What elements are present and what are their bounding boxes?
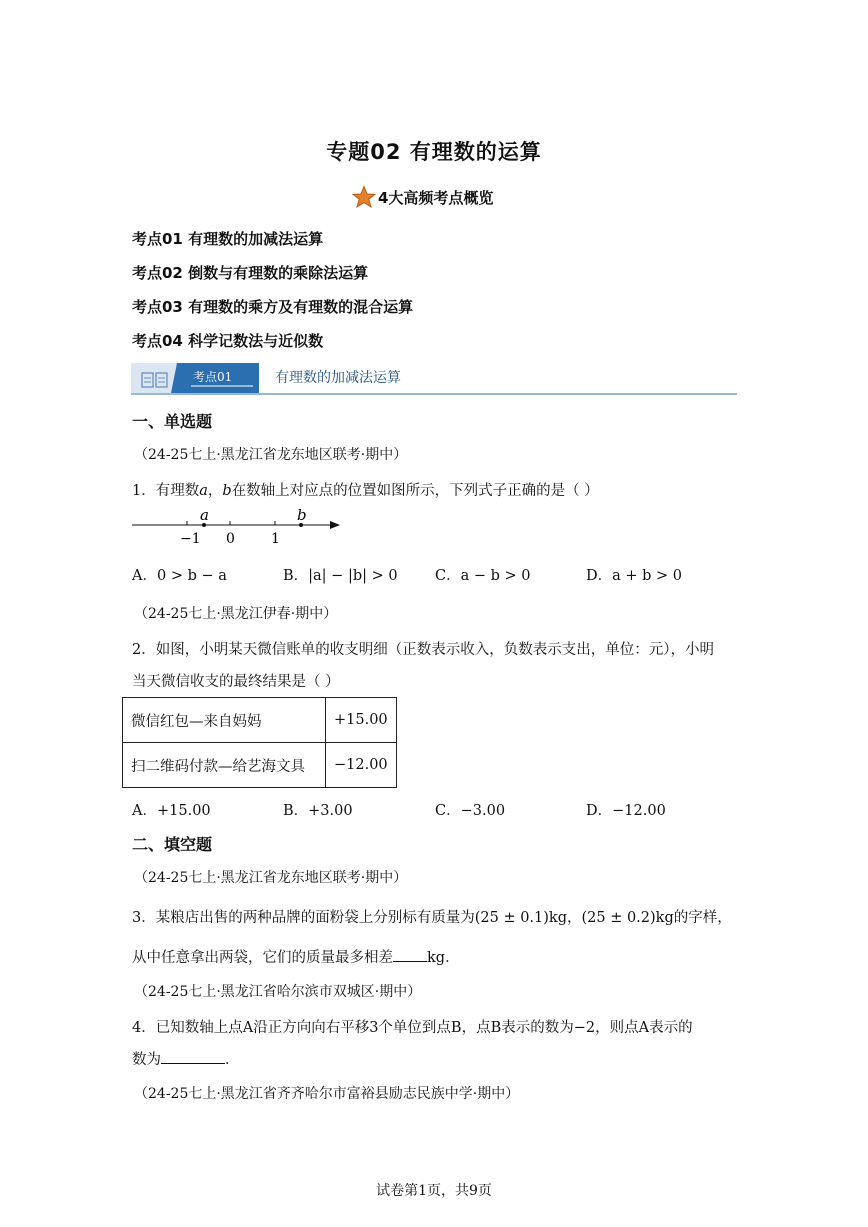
- q4-source: （24-25七上·黑龙江省哈尔滨市双城区·期中）: [134, 984, 422, 1000]
- table-row: [123, 698, 397, 743]
- point-b-label: b: [297, 506, 307, 524]
- q1-source: （24-25七上·黑龙江省龙东地区联考·期中）: [134, 447, 408, 463]
- q1-option-a[interactable]: A．0 > b − a: [132, 568, 227, 584]
- topic-banner: [131, 361, 737, 395]
- q3-source: （24-25七上·黑龙江省龙东地区联考·期中）: [134, 870, 408, 886]
- banner-title: 有理数的加减法运算: [275, 370, 401, 386]
- point-a-label: a: [200, 506, 209, 524]
- q1-stem: 1．有理数a，b在数轴上对应点的位置如图所示，下列式子正确的是（ ）: [132, 483, 599, 499]
- q2-stem-line1: 2．如图，小明某天微信账单的收支明细（正数表示收入，负数表示支出，单位：元），小明: [132, 642, 714, 658]
- section-heading-fill-blank: 二、填空题: [132, 835, 213, 854]
- page-title: 专题02 有理数的运算: [326, 140, 542, 164]
- page-footer: 试卷第1页，共9页: [376, 1183, 492, 1199]
- answer-blank[interactable]: [393, 947, 427, 962]
- overview-heading: [352, 185, 493, 209]
- q1-option-c[interactable]: C．a − b > 0: [435, 568, 531, 584]
- answer-blank[interactable]: [161, 1049, 225, 1064]
- q1-option-d[interactable]: D．a + b > 0: [586, 568, 683, 584]
- q3-stem-line1: 3．某粮店出售的两种品牌的面粉袋上分别标有质量为(25 ± 0.1)kg，(25 ± 0.2)kg的字样，: [132, 910, 732, 926]
- bill-item: 扫二维码付款—给艺海文具: [123, 743, 326, 788]
- tick-label-1: 1: [271, 531, 280, 547]
- topic-item-1: 考点01 有理数的加减法运算: [132, 230, 324, 248]
- q2-option-a[interactable]: A．+15.00: [132, 803, 211, 819]
- q4-stem-line1: 4．已知数轴上点A沿正方向向右平移3个单位到点B，点B表示的数为−2，则点A表示的: [132, 1020, 693, 1036]
- tick-label-neg1: −1: [180, 531, 201, 547]
- bill-item: 微信红包—来自妈妈: [123, 698, 326, 743]
- topic-item-4: 考点04 科学记数法与近似数: [132, 332, 324, 350]
- q2-source: （24-25七上·黑龙江伊春·期中）: [134, 606, 338, 622]
- overview-title: 4大高频考点概览: [378, 188, 494, 207]
- table-row: [123, 743, 397, 788]
- q5-source: （24-25七上·黑龙江省齐齐哈尔市富裕县励志民族中学·期中）: [134, 1086, 520, 1102]
- section-heading-single-choice: 一、单选题: [132, 412, 213, 431]
- banner-tag: 考点01: [193, 370, 233, 384]
- q1-option-b[interactable]: B．|a| − |b| > 0: [283, 568, 398, 584]
- bill-amount: +15.00: [326, 698, 397, 743]
- q2-option-b[interactable]: B．+3.00: [283, 803, 353, 819]
- q4-stem-line2: 数为 ．: [132, 1048, 240, 1069]
- number-line: [130, 505, 346, 549]
- star-icon: [352, 185, 376, 209]
- q2-stem-line2: 当天微信收支的最终结果是（ ）: [132, 674, 340, 690]
- bill-table: [122, 697, 397, 788]
- tick-label-0: 0: [226, 531, 235, 547]
- topic-item-2: 考点02 倒数与有理数的乘除法运算: [132, 264, 369, 282]
- q2-option-c[interactable]: C．−3.00: [435, 803, 506, 819]
- topic-item-3: 考点03 有理数的乘方及有理数的混合运算: [132, 298, 414, 316]
- bill-amount: −12.00: [326, 743, 397, 788]
- q2-option-d[interactable]: D．−12.00: [586, 803, 666, 819]
- book-icon: [140, 370, 170, 390]
- q3-stem-line2: 从中任意拿出两袋，它们的质量最多相差 kg．: [132, 946, 460, 967]
